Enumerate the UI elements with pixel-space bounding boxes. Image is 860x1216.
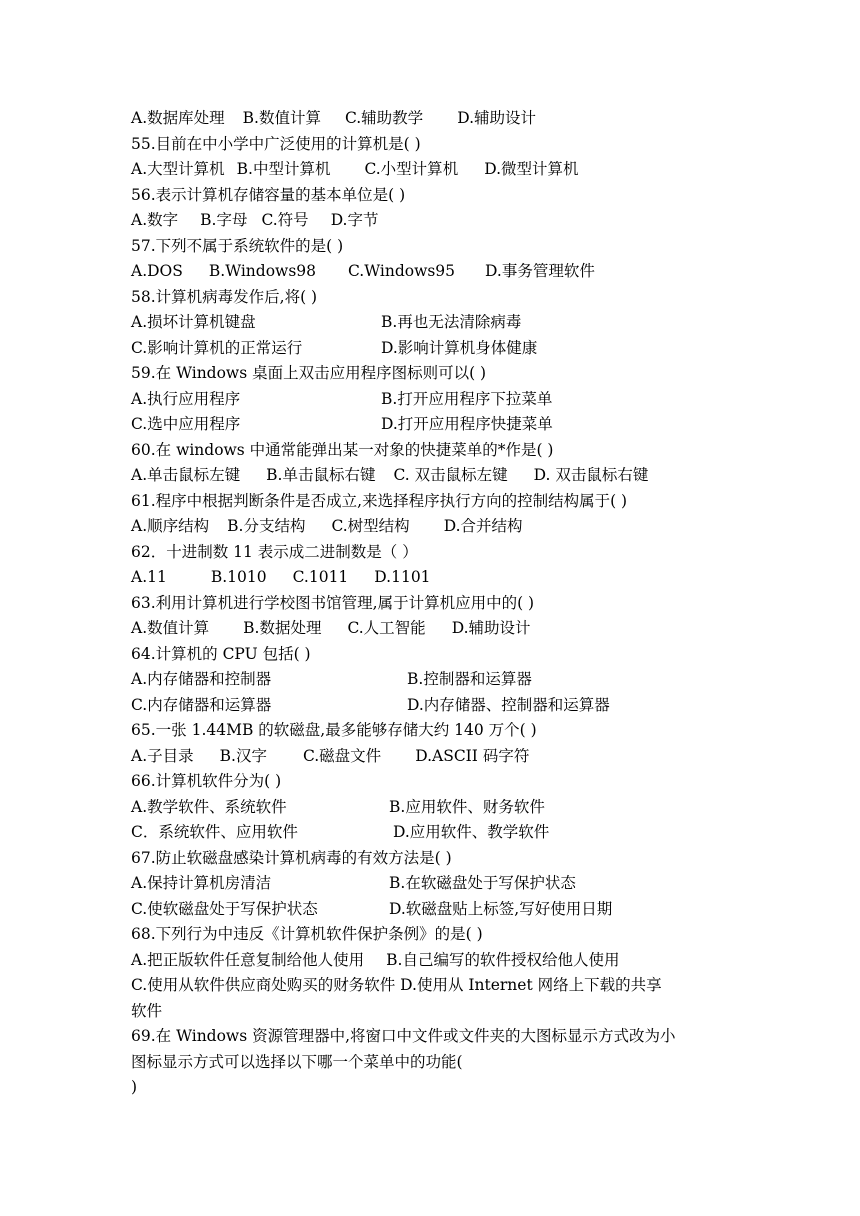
question-document [131, 106, 731, 1101]
question-text-line: 61.程序中根据判断条件是否成立,来选择程序执行方向的控制结构属于( ) [131, 491, 628, 510]
question-text-line: 66.计算机软件分为( ) [131, 772, 282, 790]
answer-option: C.辅助教学 [344, 109, 424, 127]
answer-option: C.影响计算机的正常运行 [131, 338, 303, 357]
option-row [131, 208, 731, 234]
answer-option: D.1101 [374, 568, 431, 586]
answer-option: B.数值计算 [242, 109, 321, 127]
option-row [131, 897, 731, 923]
answer-option: B.应用软件、财务软件 [389, 797, 545, 816]
answer-option: C.树型结构 [331, 517, 410, 535]
option-row [131, 106, 731, 132]
answer-option: A.执行应用程序 [131, 389, 241, 408]
option-row [131, 667, 731, 693]
question-text-line: 65.一张 1.44MB 的软磁盘,最多能够存储大约 140 万个( ) [131, 721, 537, 739]
option-row [131, 463, 731, 489]
option-row [131, 514, 731, 540]
answer-option: D.影响计算机身体健康 [381, 338, 538, 357]
option-row [131, 565, 731, 591]
answer-option: D.字节 [330, 211, 379, 229]
answer-option: A.数字 [131, 211, 179, 229]
answer-option: B.中型计算机 [236, 160, 331, 178]
question-text-line: 63.利用计算机进行学校图书馆管理,属于计算机应用中的( ) [131, 593, 535, 612]
option-row [131, 795, 731, 821]
answer-option: A.数据库处理 [131, 109, 225, 127]
question-text-line: C.使用从软件供应商处购买的财务软件 D.使用从 Internet 网络上下载的共享 [131, 976, 662, 994]
answer-option: D.软磁盘贴上标签,写好使用日期 [389, 899, 613, 918]
answer-option: C.符号 [261, 211, 309, 229]
answer-option: D. 双击鼠标右键 [533, 466, 649, 484]
question-text-line: 60.在 windows 中通常能弹出某一对象的快捷菜单的*作是( ) [131, 440, 554, 459]
answer-option: C．系统软件、应用软件 [131, 823, 298, 841]
option-row [131, 744, 731, 770]
answer-option: B.汉字 [219, 746, 267, 765]
answer-option: C.1011 [292, 568, 349, 586]
answer-option: A.大型计算机 [131, 160, 225, 178]
answer-option: B.1010 [210, 568, 267, 586]
answer-option: B.数据处理 [243, 619, 322, 637]
option-row [131, 871, 731, 897]
option-row [131, 310, 731, 336]
question-text-line: 64.计算机的 CPU 包括( ) [131, 644, 311, 663]
answer-option: C.选中应用程序 [131, 415, 241, 433]
answer-option: A.数值计算 [131, 619, 210, 637]
answer-option: D.辅助设计 [457, 109, 537, 127]
question-text-line: 67.防止软磁盘感染计算机病毒的有效方法是( ) [131, 848, 452, 867]
answer-option: A.把正版软件任意复制给他人使用 [131, 950, 365, 969]
answer-option: B.Windows98 [208, 262, 316, 280]
answer-option: A.内存储器和控制器 [131, 670, 272, 688]
option-row [131, 693, 731, 719]
answer-option: C. 双击鼠标左键 [393, 466, 508, 484]
option-row [131, 616, 731, 642]
answer-option: D.应用软件、教学软件 [393, 823, 550, 841]
answer-option: D.合并结构 [443, 517, 523, 535]
question-text-line: 59.在 Windows 桌面上双击应用程序图标则可以( ) [131, 364, 487, 382]
question-text-line: 57.下列不属于系统软件的是( ) [131, 236, 344, 255]
answer-option: A.顺序结构 [131, 517, 210, 535]
question-text-line: 58.计算机病毒发作后,将( ) [131, 287, 318, 306]
answer-option: A.教学软件、系统软件 [131, 797, 287, 816]
question-text-line: 56.表示计算机存储容量的基本单位是( ) [131, 185, 406, 204]
answer-option: A.保持计算机房清洁 [131, 874, 272, 892]
option-row [131, 259, 731, 285]
answer-option: D.打开应用程序快捷菜单 [381, 415, 553, 433]
answer-option: A.损坏计算机键盘 [131, 313, 256, 331]
option-row [131, 412, 731, 438]
answer-option: D.ASCII 码字符 [415, 746, 530, 765]
answer-option: D.内存储器、控制器和运算器 [407, 695, 610, 714]
answer-option: A.单击鼠标左键 [131, 466, 241, 484]
option-row [131, 336, 731, 362]
answer-option: B.在软磁盘处于写保护状态 [389, 874, 576, 892]
answer-option: B.单击鼠标右键 [266, 466, 376, 484]
answer-option: C.人工智能 [347, 619, 426, 637]
answer-option: C.使软磁盘处于写保护状态 [131, 899, 318, 918]
answer-option: C.Windows95 [348, 262, 456, 280]
option-row [131, 157, 731, 183]
answer-option: B.打开应用程序下拉菜单 [381, 389, 553, 408]
option-row [131, 820, 731, 846]
answer-option: B.再也无法清除病毒 [381, 313, 522, 331]
answer-option: A.子目录 [131, 746, 194, 765]
option-row [131, 387, 731, 413]
answer-option: D.辅助设计 [451, 619, 531, 637]
answer-option: C.内存储器和运算器 [131, 695, 272, 714]
answer-option: B.字母 [200, 211, 248, 229]
question-text-line: 图标显示方式可以选择以下哪一个菜单中的功能( [131, 1052, 463, 1071]
answer-option: C.小型计算机 [364, 160, 459, 178]
question-text-line: ) [131, 1078, 138, 1096]
answer-option: B.分支结构 [227, 517, 306, 535]
answer-option: D.事务管理软件 [485, 262, 595, 280]
answer-option: B.控制器和运算器 [407, 670, 532, 688]
answer-option: D.微型计算机 [484, 160, 579, 178]
answer-option: A.11 [131, 568, 167, 586]
answer-option: C.磁盘文件 [302, 746, 382, 765]
option-row [131, 948, 731, 974]
answer-option: A.DOS [131, 262, 183, 280]
question-text-line: 软件 [131, 1001, 163, 1020]
question-text-line: 68.下列行为中违反《计算机软件保护条例》的是( ) [131, 925, 483, 943]
question-text-line: 55.目前在中小学中广泛使用的计算机是( ) [131, 134, 421, 153]
answer-option: B.自己编写的软件授权给他人使用 [386, 950, 620, 969]
question-text-line: 62．十进制数 11 表示成二进制数是（ ） [131, 542, 418, 561]
question-text-line: 69.在 Windows 资源管理器中,将窗口中文件或文件夹的大图标显示方式改为小 [131, 1027, 676, 1045]
